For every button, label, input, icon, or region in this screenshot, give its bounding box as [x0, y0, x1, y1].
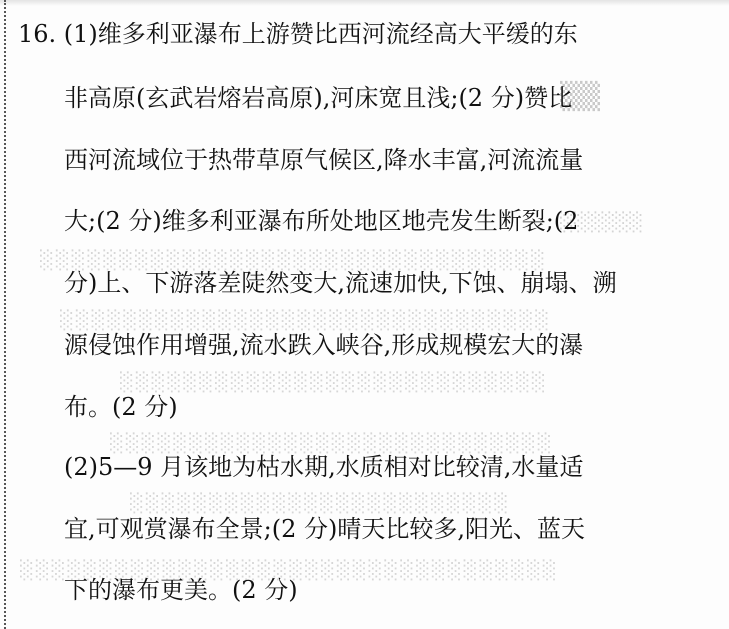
answer-line: 大;(2 分)维多利亚瀑布所处地区地壳发生断裂;(2: [64, 207, 579, 235]
show-through-mark: ░░░░░░░░░░░░░░░░░░░░░░░░░░░░░░░░: [40, 250, 547, 271]
answer-line: 布。(2 分): [64, 393, 178, 421]
answer-line: 分)上、下游落差陡然变大,流速加快,下蚀、崩塌、溯: [64, 269, 617, 297]
answer-line: 非高原(玄武岩熔岩高原),河床宽且浅;(2 分)赞比: [64, 84, 573, 112]
answer-line: 源侵蚀作用增强,流水跌入峡谷,形成规模宏大的瀑: [64, 331, 584, 359]
answer-line: (2)5—9 月该地为枯水期,水质相对比较清,水量适: [64, 453, 584, 481]
show-through-mark: ░░░░░░░░░░░░░░░░░░░░░░░░: [130, 493, 511, 514]
show-through-mark: ░░░░░░: [560, 212, 644, 233]
show-through-mark: ░░░░░░░░░░░░░░░░░░░░░░░░░░░: [120, 372, 548, 393]
show-through-mark: ▒▒: [560, 82, 600, 112]
answer-line: 16. (1)维多利亚瀑布上游赞比西河流经高大平缓的东: [18, 20, 578, 48]
show-through-mark: ░░░░░░░░░░░░░░░░░░░░░░░░░░░░: [110, 433, 554, 454]
show-through-mark: ░░░░░░░░░░░░░░░░░░░░░░░░░░░░░░░░░░: [20, 560, 559, 581]
answer-line: 宜,可观赏瀑布全景;(2 分)晴天比较多,阳光、蓝天: [64, 515, 585, 543]
answer-line: 西河流域位于热带草原气候区,降水丰富,河流流量: [64, 146, 584, 174]
show-through-mark: ░░░░░░░░░░░░░░░░░░░░░░░░░░░░░░░: [60, 310, 552, 331]
answer-line: 下的瀑布更美。(2 分): [64, 576, 298, 604]
